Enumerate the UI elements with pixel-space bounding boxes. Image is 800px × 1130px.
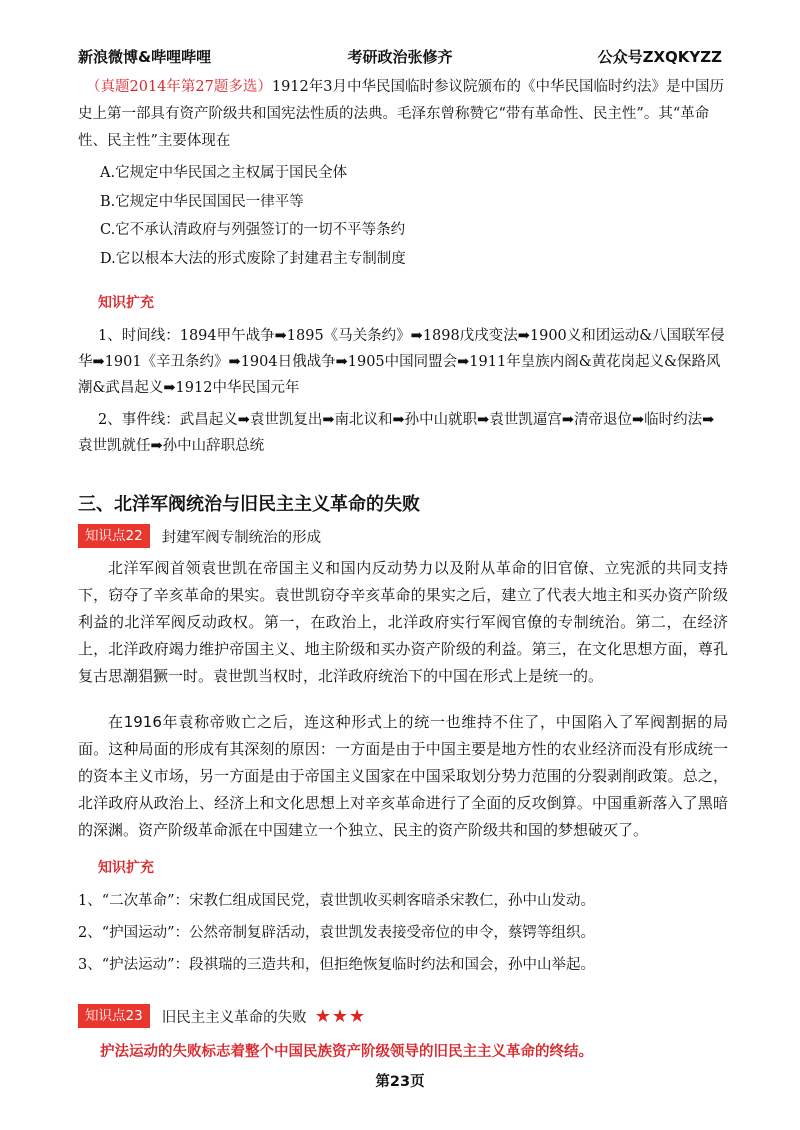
knowledge-extension-1 [78, 290, 726, 465]
option-b: B.它规定中华民国国民一律平等 [100, 193, 304, 210]
knowledge-point-badge: 知识点23 [78, 1004, 150, 1028]
knowledge-point-title: 封建军阀专制统治的形成 [161, 529, 322, 546]
question-stem-text: 1912年3月中华民国临时参议院颁布的《中华民国临时约法》是中国历史上第一部具有资产阶级共和国宪法性质的法典。毛泽东曾称赞它“带有革命性、民主性”。其“革命性、民主性”主要体现在 [78, 79, 724, 149]
exam-question [78, 74, 726, 273]
header-left-text: 新浪微博&哔哩哔哩 [78, 48, 212, 66]
option-d: D.它以根本大法的形式废除了封建君主专制制度 [100, 250, 406, 267]
knowledge-point-22-heading [78, 524, 321, 548]
extension-title: 知识扩充 [98, 295, 154, 311]
extension-item-1: 1、“二次革命”：宋教仁组成国民党，袁世凯收买刺客暗杀宋教仁，孙中山发动。 [78, 893, 596, 909]
option-a: A.它规定中华民国之主权属于国民全体 [100, 165, 348, 181]
option-c: C.它不承认清政府与列强签订的一切不平等条约 [100, 222, 406, 238]
page-header [78, 46, 722, 68]
extension-eventline: 2、事件线：武昌起义➡袁世凯复出➡南北议和➡孙中山就职➡袁世凯逼宫➡清帝退位➡临时约法➡袁世凯就任➡孙中山辞职总统 [78, 412, 715, 454]
knowledge-point-badge: 知识点22 [78, 524, 150, 548]
section-title: 三、北洋军阀统治与旧民主主义革命的失败 [78, 494, 420, 515]
header-center-text: 考研政治张修齐 [347, 48, 453, 66]
body-paragraph-2: 在1916年袁称帝败亡之后，连这种形式上的统一也维持不住了，中国陷入了军阀割据的局面。这种局面的形成有其深刻的原因：一方面是由于中国主要是地方性的农业经济而没有形成统一的资本主义市场，另一方面是由于帝国主义国家在中国采取划分势力范围的分裂剥削政策。总之，北洋政府从政治上、经济上和文化思想上对辛亥革命进行了全面的反攻倒算。中国重新落入了黑暗的深渊。资产阶级革命派在中国建立一个独立、民主的资产阶级共和国的梦想破灭了。 [78, 713, 728, 839]
knowledge-point-title: 旧民主主义革命的失败 [161, 1009, 307, 1026]
question-stem [78, 74, 726, 155]
header-right-text: 公众号ZXQKYZZ [597, 48, 722, 66]
question-options [78, 159, 726, 273]
key-conclusion: 护法运动的失败标志着整个中国民族资产阶级领导的旧民主主义革命的终结。 [100, 1044, 593, 1060]
extension-item-2: 2、“护国运动”：公然帝制复辟活动，袁世凯发表接受帝位的申令，蔡锷等组织。 [78, 925, 596, 941]
knowledge-extension-2 [78, 855, 726, 984]
importance-stars: ★★★ [314, 1005, 367, 1027]
extension-timeline: 1、时间线：1894甲午战争➡1895《马关条约》➡1898戊戌变法➡1900义和团运动&八国联军侵华➡1901《辛丑条约》➡1904日俄战争➡1905中国同盟会➡1911年皇族内阁&黄花岗起义&保路风潮&武昌起义➡1912中华民国元年 [78, 328, 725, 396]
body-paragraph-1: 北洋军阀首领袁世凯在帝国主义和国内反动势力以及附从革命的旧官僚、立宪派的共同支持下，窃夺了辛亥革命的果实。袁世凯窃夺辛亥革命的果实之后，建立了代表大地主和买办资产阶级利益的北洋军阀反动政权。第一，在政治上，北洋政府实行军阀官僚的专制统治。第二，在经济上，北洋政府竭力维护帝国主义、地主阶级和买办资产阶级的利益。第三，在文化思想方面，尊孔复古思潮猖獗一时。袁世凯当权时，北洋政府统治下的中国在形式上是统一的。 [78, 559, 728, 685]
question-source-tag: （真题2014年第27题多选） [86, 79, 272, 95]
extension-item-3: 3、“护法运动”：段祺瑞的三造共和，但拒绝恢复临时约法和国会，孙中山举起。 [78, 957, 596, 973]
extension-title: 知识扩充 [98, 860, 154, 876]
knowledge-point-23-heading [78, 1004, 366, 1028]
page-number: 第23页 [375, 1074, 425, 1090]
